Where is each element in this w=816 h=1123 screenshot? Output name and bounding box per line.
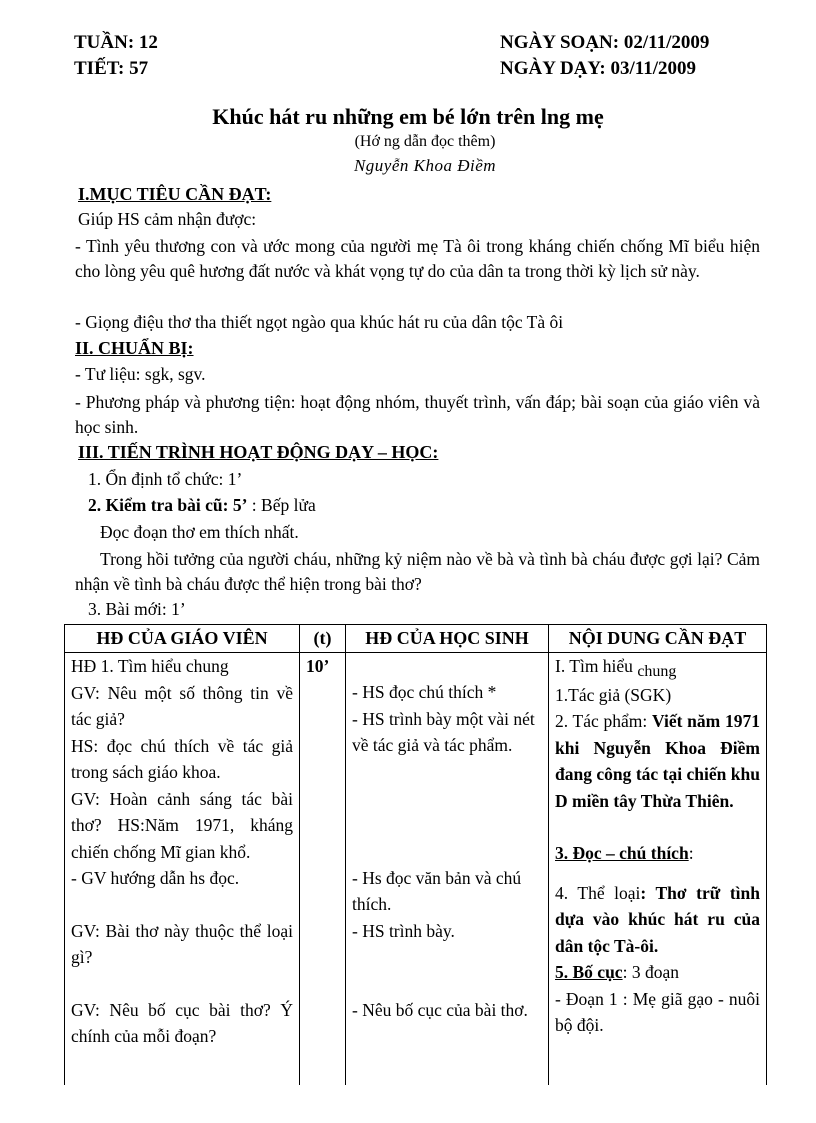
header-student: HĐ CỦA HỌC SINH xyxy=(346,625,549,653)
lesson-label: TIẾT: 57 xyxy=(74,58,149,79)
content-text: : xyxy=(688,843,694,863)
step2 xyxy=(88,495,316,516)
section2-heading: II. CHUẨN BỊ: xyxy=(75,338,194,358)
content-text: chung xyxy=(637,663,677,680)
content-text: 5. Bố cục xyxy=(555,962,623,982)
content-line: - Đoạn 1 : Mẹ giã gạo - nuôi bộ đội. xyxy=(555,988,760,1035)
step2-bold: 2. Kiểm tra bài cũ: 5’ xyxy=(88,495,248,515)
student-line: - Hs đọc văn bản và chú thích. xyxy=(352,867,522,914)
question2: Trong hồi tưởng của người cháu, những kỷ niệm nào về bà và tình bà cháu được gợi lại? Cảm nhận về tình bà cháu được thể hiện trong bài thơ? xyxy=(75,549,760,594)
content-line xyxy=(555,959,760,986)
content-text: : Thơ trữ tình dựa vào khúc hát ru của dân tộc Tà-ôi. xyxy=(555,882,761,956)
prep-date: NGÀY SOẠN: 02/11/2009 xyxy=(500,32,710,53)
page-subtitle: (Hớ ng dẫn đọc thêm) xyxy=(354,133,496,150)
section1-heading: I.MỤC TIÊU CẦN ĐẠT: xyxy=(78,184,272,204)
student-line: - HS đọc chú thích * xyxy=(352,682,497,702)
content-text: 4. Thể loại xyxy=(555,882,641,903)
section2-line2: - Phương pháp và phương tiện: hoạt động nhóm, thuyết trình, vấn đáp; bài soạn của giáo viên và học sinh. xyxy=(75,392,760,437)
header-time: (t) xyxy=(300,625,346,653)
content-text: Viết năm 1971 khi Nguyễn Khoa Điềm đang công tác tại chiến khu D miền tây Thừa Thiên. xyxy=(555,711,760,811)
lesson-table xyxy=(64,624,767,1085)
student-line: - Nêu bố cục của bài thơ. xyxy=(352,1000,528,1020)
section1-para2: - Giọng điệu thơ tha thiết ngọt ngào qua khúc hát ru của dân tộc Tà ôi xyxy=(75,312,564,332)
table-header-row xyxy=(65,625,767,653)
step1: 1. Ổn định tổ chức: 1’ xyxy=(88,469,243,489)
time-cell xyxy=(300,653,346,1086)
content-line xyxy=(555,708,760,814)
teacher-line: HS: đọc chú thích về tác giả trong sách giáo khoa. xyxy=(71,735,293,782)
header-teacher: HĐ CỦA GIÁO VIÊN xyxy=(65,625,300,653)
teacher-line: GV: Bài thơ này thuộc thể loại gì? xyxy=(71,920,293,967)
content-text: : 3 đoạn xyxy=(622,962,679,982)
step2-rest: : Bếp lửa xyxy=(247,495,316,515)
question1: Đọc đoạn thơ em thích nhất. xyxy=(100,522,299,542)
content-text: I. Tìm hiểu xyxy=(555,656,638,676)
table-row xyxy=(65,653,767,1086)
content-line xyxy=(555,653,760,682)
section3-heading: III. TIẾN TRÌNH HOẠT ĐỘNG DẠY – HỌC: xyxy=(78,442,439,462)
teacher-line: GV: Nêu một số thông tin về tác giả? xyxy=(71,682,293,729)
content-line: 1.Tác giả (SGK) xyxy=(555,684,672,705)
student-line: - HS trình bày. xyxy=(352,920,455,941)
student-cell xyxy=(346,653,549,1086)
header-content: NỘI DUNG CẦN ĐẠT xyxy=(549,625,767,653)
section1-para1: - Tình yêu thương con và ước mong của người mẹ Tà ôi trong kháng chiến chống Mĩ biểu hiện cho lòng yêu quê hương đất nước và khát vọng tự do của dân ta trong thời kỳ lịch sử này. xyxy=(75,236,760,281)
teacher-line: - GV hướng dẫn hs đọc. xyxy=(71,868,240,888)
content-line xyxy=(555,880,760,960)
author-name: Nguyễn Khoa Điềm xyxy=(353,156,497,175)
student-line: - HS trình bày một vài nét về tác giả và tác phẩm. xyxy=(352,708,535,755)
teacher-cell xyxy=(65,653,300,1086)
section2-line1: - Tư liệu: sgk, sgv. xyxy=(75,364,206,384)
teacher-line: HĐ 1. Tìm hiểu chung xyxy=(71,656,229,676)
step3: 3. Bài mới: 1’ xyxy=(88,599,186,619)
teacher-line: GV: Hoàn cảnh sáng tác bài thơ? HS:Năm 1971, kháng chiến chống Mĩ gian khổ. xyxy=(71,788,293,862)
time-value: 10’ xyxy=(306,656,330,676)
week-label: TUẦN: 12 xyxy=(74,32,158,53)
teach-date: NGÀY DẠY: 03/11/2009 xyxy=(500,58,696,79)
content-line xyxy=(555,840,760,867)
content-text: 3. Đọc – chú thích xyxy=(555,843,689,863)
section1-intro: Giúp HS cảm nhận được: xyxy=(78,209,257,229)
page-title: Khúc hát ru những em bé lớn trên lng mẹ xyxy=(212,104,604,129)
teacher-line: GV: Nêu bố cục bài thơ? Ý chính của mỗi đoạn? xyxy=(71,999,293,1046)
content-cell xyxy=(549,653,767,1086)
content-text: 2. Tác phẩm: xyxy=(555,711,652,731)
